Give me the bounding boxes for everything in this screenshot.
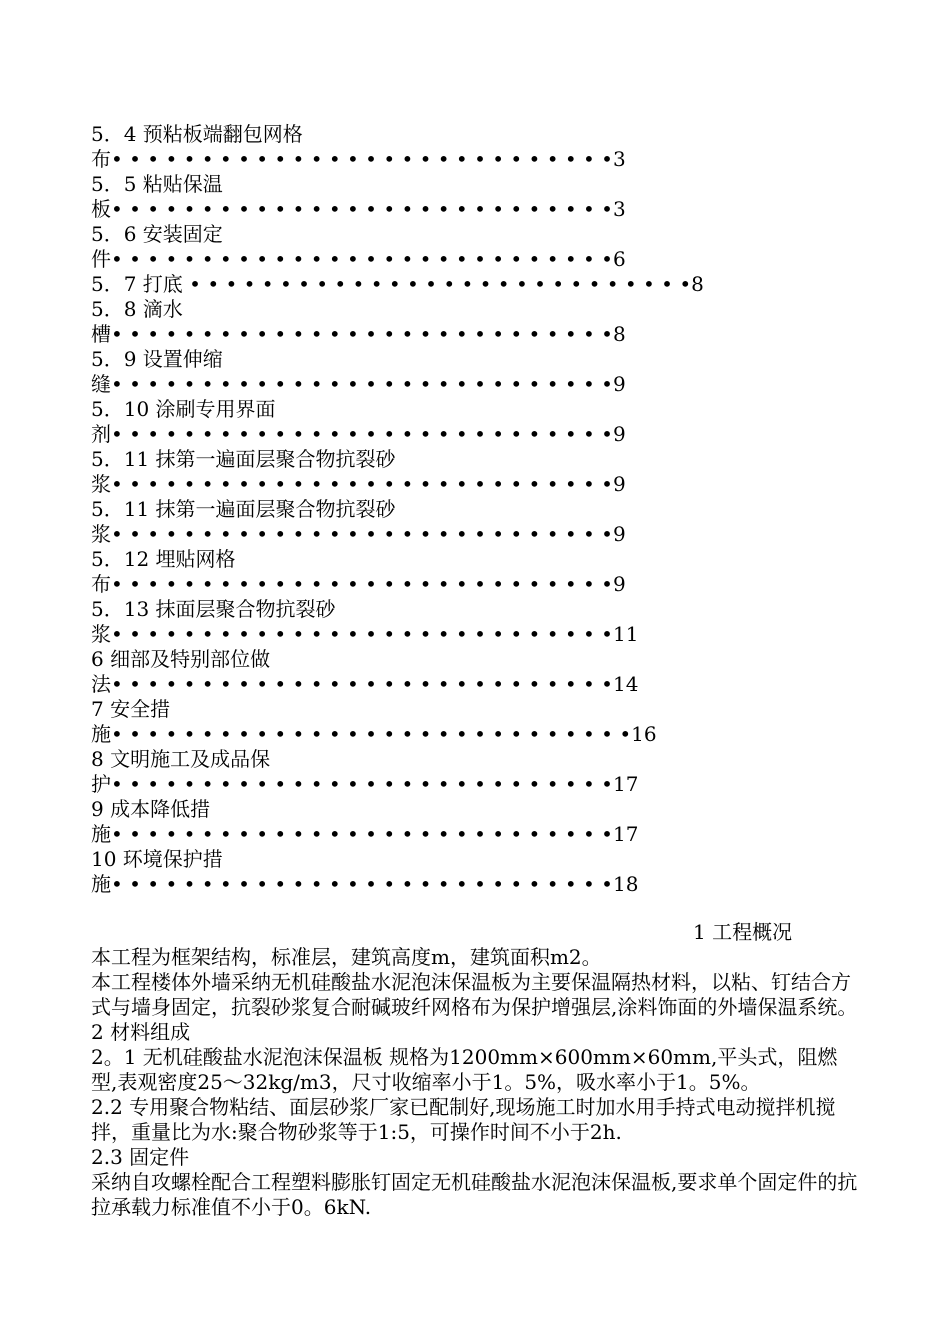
toc-entry-tail: 浆	[91, 622, 111, 646]
toc-leader-dots: • • • • • • • • • • • • • • • • • • • • • • • • • • • •	[111, 572, 613, 596]
toc-entry-continuation	[91, 197, 861, 222]
toc-entry-continuation	[91, 422, 861, 447]
toc-leader-dots: • • • • • • • • • • • • • • • • • • • • • • • • • • • • •	[111, 722, 632, 746]
toc-leader-dots: • • • • • • • • • • • • • • • • • • • • • • • • • • • •	[111, 147, 613, 171]
toc-entry-title: 5．12 埋贴网格	[91, 547, 236, 571]
toc-leader-dots: • • • • • • • • • • • • • • • • • • • • • • • • • • • •	[111, 247, 613, 271]
toc-entry-title: 5．10 涂刷专用界面	[91, 397, 276, 421]
toc-entry-title: 5．11 抹第一遍面层聚合物抗裂砂	[91, 497, 396, 521]
toc-page-number: 9	[612, 372, 626, 396]
toc-leader-dots: • • • • • • • • • • • • • • • • • • • • • • • • • • • •	[111, 872, 613, 896]
toc-page-number: 9	[612, 422, 626, 446]
toc-entry-title: 5．11 抹第一遍面层聚合物抗裂砂	[91, 447, 396, 471]
document-body	[91, 920, 861, 1220]
toc-leader-dots: • • • • • • • • • • • • • • • • • • • • • • • • • • • •	[111, 472, 613, 496]
toc-entry-title: 5．7 打底	[91, 272, 183, 296]
toc-entry-continuation	[91, 722, 861, 747]
toc-entry-continuation	[91, 772, 861, 797]
toc-entry-continuation	[91, 522, 861, 547]
toc-entry-continuation	[91, 472, 861, 497]
toc-entry-continuation	[91, 822, 861, 847]
toc-entry-tail: 剂	[91, 422, 111, 446]
toc-entry-continuation	[91, 247, 861, 272]
paragraph: 2。1 无机硅酸盐水泥泡沫保温板 规格为1200mm×600mm×60mm,平头式，阻燃型,表观密度25～32kg/m3，尺寸收缩率小于1。5%，吸水率小于1。5%。	[91, 1045, 838, 1094]
toc-entry-tail: 浆	[91, 472, 111, 496]
section-heading: 2.3 固定件	[91, 1145, 190, 1169]
toc-page-number: 8	[612, 322, 626, 346]
toc-leader-dots: • • • • • • • • • • • • • • • • • • • • • • • • • • • •	[111, 322, 613, 346]
toc-entry-tail: 缝	[91, 372, 111, 396]
toc-leader-dots: • • • • • • • • • • • • • • • • • • • • • • • • • • • •	[111, 197, 613, 221]
toc-entry-title: 5．13 抹面层聚合物抗裂砂	[91, 597, 336, 621]
toc-entry-continuation	[91, 372, 861, 397]
toc-entry-tail: 浆	[91, 522, 111, 546]
section-heading: 2 材料组成	[91, 1020, 191, 1044]
toc-leader-dots: • • • • • • • • • • • • • • • • • • • • • • • • • • • •	[111, 772, 613, 796]
toc-entry-tail: 布	[91, 572, 111, 596]
toc-entry-title: 9 成本降低措	[91, 797, 211, 821]
toc-entry-continuation	[91, 622, 861, 647]
toc-entry-title: 10 环境保护措	[91, 847, 223, 871]
toc-page-number: 17	[612, 772, 639, 796]
toc-entry-title: 6 细部及特别部位做	[91, 647, 271, 671]
toc-leader-dots: • • • • • • • • • • • • • • • • • • • • • • • • • • • •	[111, 422, 613, 446]
toc-page-number: 17	[612, 822, 639, 846]
toc-page-number: 18	[612, 872, 639, 896]
toc-entry-title: 5．4 预粘板端翻包网格	[91, 122, 303, 146]
toc-leader-dots: • • • • • • • • • • • • • • • • • • • • • • • • • • • •	[111, 672, 613, 696]
toc-page-number: 3	[612, 147, 626, 171]
toc-entry-tail: 布	[91, 147, 111, 171]
toc-entry	[91, 272, 861, 297]
paragraph: 本工程楼体外墙采纳无机硅酸盐水泥泡沫保温板为主要保温隔热材料，以粘、钉结合方式与墙身固定，抗裂砂浆复合耐碱玻纤网格布为保护增强层,涂料饰面的外墙保温系统。	[91, 970, 858, 1019]
toc-entry-title: 5．9 设置伸缩	[91, 347, 223, 371]
toc-leader-dots: • • • • • • • • • • • • • • • • • • • • • • • • • • • •	[111, 622, 613, 646]
toc-entry-continuation	[91, 572, 861, 597]
toc-entry-tail: 护	[91, 772, 111, 796]
toc-entry-tail: 法	[91, 672, 111, 696]
toc-leader-dots: • • • • • • • • • • • • • • • • • • • • • • • • • • • •	[111, 522, 613, 546]
paragraph: 2.2 专用聚合物粘结、面层砂浆厂家已配制好,现场施工时加水用手持式电动搅拌机搅拌，重量比为水:聚合物砂浆等于1:5，可操作时间不小于2h.	[91, 1095, 836, 1144]
toc-entry-tail: 槽	[91, 322, 111, 346]
toc-page-number: 9	[612, 472, 626, 496]
section-heading: 1 工程概况	[693, 920, 793, 944]
paragraph: 本工程为框架结构，标准层，建筑高度m，建筑面积m2。	[91, 945, 602, 969]
toc-entry-tail: 件	[91, 247, 111, 271]
toc-page-number: 8	[691, 272, 704, 296]
toc-entry-title: 5．8 滴水	[91, 297, 183, 321]
toc-entry-title: 5．6 安装固定	[91, 222, 223, 246]
toc-entry-continuation	[91, 872, 861, 897]
toc-page-number: 16	[631, 722, 657, 746]
toc-entry-tail: 板	[91, 197, 111, 221]
toc-page-number: 9	[612, 572, 626, 596]
toc-page-number: 3	[612, 197, 626, 221]
toc-entry-title: 7 安全措	[91, 697, 171, 721]
toc-leader-dots: • • • • • • • • • • • • • • • • • • • • • • • • • • • •	[111, 372, 613, 396]
toc-entry-title: 5．5 粘贴保温	[91, 172, 223, 196]
toc-entry-tail: 施	[91, 822, 111, 846]
toc-leader-dots: • • • • • • • • • • • • • • • • • • • • • • • • • • • •	[182, 272, 692, 296]
toc-leader-dots: • • • • • • • • • • • • • • • • • • • • • • • • • • • •	[111, 822, 613, 846]
toc-page-number: 14	[612, 672, 639, 696]
toc-entry-title: 8 文明施工及成品保	[91, 747, 271, 771]
toc-page-number: 11	[612, 622, 639, 646]
toc-page-number: 6	[612, 247, 626, 271]
toc-entry-continuation	[91, 147, 861, 172]
toc-entry-continuation	[91, 322, 861, 347]
table-of-contents	[91, 122, 861, 897]
toc-entry-continuation	[91, 672, 861, 697]
toc-page-number: 9	[612, 522, 626, 546]
toc-entry-tail: 施	[91, 872, 111, 896]
paragraph: 采纳自攻螺栓配合工程塑料膨胀钉固定无机硅酸盐水泥泡沫保温板,要求单个固定件的抗拉承载力标准值不小于0。6kN.	[91, 1170, 858, 1219]
toc-entry-tail: 施	[91, 722, 111, 746]
